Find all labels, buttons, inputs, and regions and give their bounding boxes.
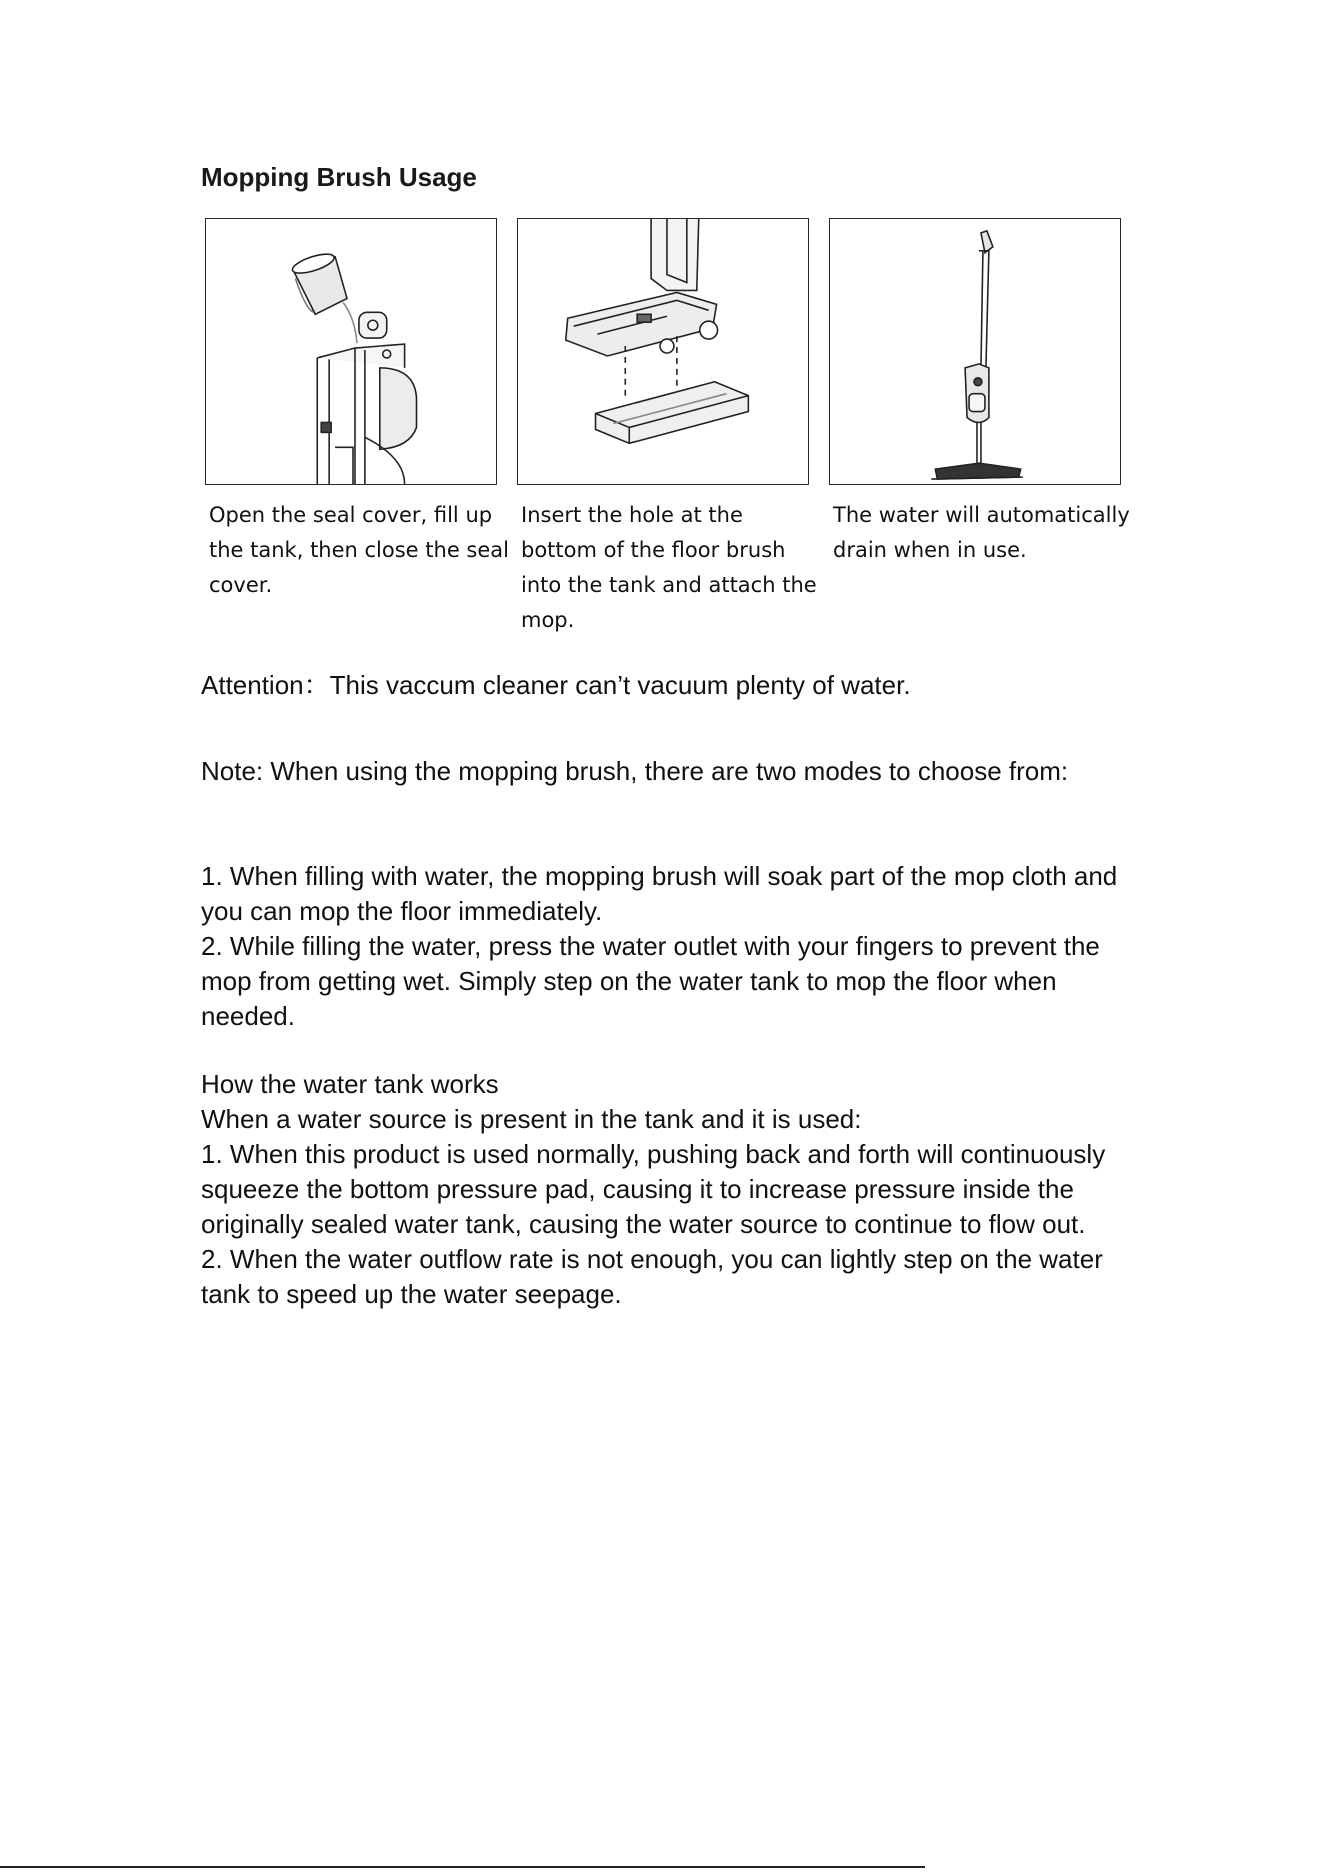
tank-intro: When a water source is present in the tank and it is used: (201, 1104, 862, 1134)
tank-step-1: 1. When this product is used normally, pushing back and forth will continuously squeeze the bottom pressure pad, causing it to increase pressure inside the originally sealed water tank, causing the water source to continue to flow out. (201, 1139, 1106, 1239)
illustration-panel-attach-mop (517, 218, 809, 485)
tank-step-2: 2. When the water outflow rate is not enough, you can lightly step on the water tank to speed up the water seepage. (201, 1244, 1103, 1309)
tank-heading: How the water tank works (201, 1069, 499, 1099)
illustration-panel-vacuum-mop (829, 218, 1121, 485)
vacuum-with-mop-illustration-icon (830, 219, 1120, 484)
water-tank-section (201, 1067, 1141, 1312)
note-text: Note: When using the mopping brush, there are two modes to choose from: (201, 756, 1069, 786)
attach-mop-illustration-icon (518, 219, 808, 484)
attention-text: Attention：This vaccum cleaner can’t vacuum plenty of water. (201, 670, 911, 700)
mode-item-2: 2. While filling the water, press the water outlet with your fingers to prevent the mop from getting wet. Simply step on the water tank to mop the floor when needed. (201, 931, 1100, 1031)
panel-caption-1: Open the seal cover, fill up the tank, then close the seal cover. (209, 503, 509, 597)
illustration-panel-fill-tank (205, 218, 497, 485)
mode-list (201, 859, 1141, 1034)
fill-water-tank-illustration-icon (206, 219, 496, 484)
panel-caption-2: Insert the hole at the bottom of the floor brush into the tank and attach the mop. (521, 503, 817, 632)
page-title: Mopping Brush Usage (201, 162, 477, 192)
mode-item-1: 1. When filling with water, the mopping brush will soak part of the mop cloth and you can mop the floor immediately. (201, 861, 1118, 926)
panel-caption-3: The water will automatically drain when in use. (833, 503, 1130, 562)
footer-rule (0, 1866, 925, 1868)
